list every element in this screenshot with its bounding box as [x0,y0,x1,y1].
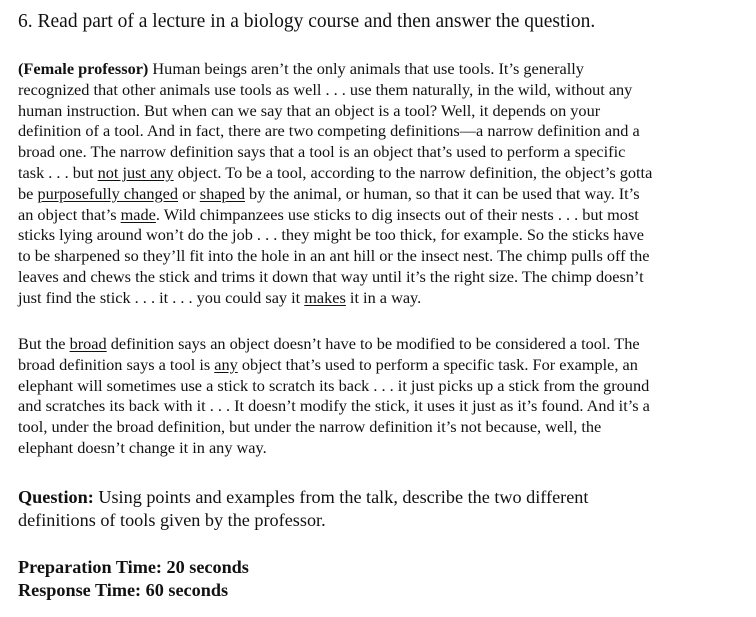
text-line [18,205,740,226]
text-span: . Wild chimpanzees use sticks to dig insects out of their nests . . . but most [155,204,639,224]
text-span: or [178,183,200,203]
text-line: definition of a tool. And in fact, there are two competing definitions—a narrow definition and a [18,121,640,141]
text-line [18,355,740,376]
text-line: broad one. The narrow definition says that a tool is an object that’s used to perform a specific [18,142,626,162]
response-time: Response Time: 60 seconds [18,580,229,600]
text-line [18,486,588,509]
text-span: definition says an object doesn’t have to be modified to be considered a tool. The [106,334,640,353]
text-line: elephant will sometimes use a stick to scratch its back . . . it just picks up a stick from the ground [18,375,650,395]
underlined-phrase: broad [69,334,107,353]
text-line: tool, under the broad definition, but under the narrow definition it’s not because, well, the [18,417,602,437]
speaker-label: (Female professor) [18,59,149,78]
text-line: to be sharpened so they’ll fit into the hole in an ant hill or the insect nest. The chimp pulls off the [18,246,650,266]
text-span: object. To be a tool, according to the narrow definition, the object’s gotta [173,162,653,182]
text-line [18,184,740,205]
text-line: sticks lying around won’t do the job . . . they might be too thick, for example. So the sticks have [18,225,644,245]
underlined-phrase: shaped [199,183,245,203]
text-line: and scratches its back with it . . . It doesn’t modify the stick, it uses it just as it’s found. And it’s a [18,396,650,416]
underlined-phrase: purposefully changed [37,183,179,203]
question-heading: 6. Read part of a lecture in a biology course and then answer the question. [18,11,596,32]
underlined-phrase: makes [304,287,346,307]
question-block [18,486,588,532]
text-span: object that’s used to perform a specific task. For example, an [237,354,638,374]
text-line: leaves and chews the stick and trims it down that way until it’s the right size. The chimp doesn’t [18,266,644,286]
text-line: definitions of tools given by the professor. [18,510,326,530]
text-line [18,334,740,355]
text-line: recognized that other animals use tools as well . . . use them naturally, in the wild, without any [18,79,633,99]
text-span: broad definition says a tool is [18,354,215,374]
text-span: task . . . but [18,162,98,182]
text-span: But the [18,334,70,353]
text-span: an object that’s [18,204,121,224]
text-span: it in a way. [345,287,422,307]
text-span: be [18,183,38,203]
preparation-time: Preparation Time: 20 seconds [18,557,249,577]
lecture-paragraph-2 [18,334,740,459]
text-span: Human beings aren’t the only animals that use tools. It’s generally [148,59,584,78]
underlined-phrase: not just any [97,162,174,182]
underlined-phrase: any [214,354,238,374]
underlined-phrase: made [120,204,156,224]
text-line [18,163,740,184]
text-span: just find the stick . . . it . . . you could say it [18,287,305,307]
text-line [18,59,740,80]
text-span: Using points and examples from the talk, describe the two different [93,487,589,507]
timing-block [18,556,249,602]
text-line: human instruction. But when can we say that an object is a tool? Well, it depends on your [18,100,601,120]
text-line [18,288,740,309]
text-line: elephant doesn’t change it in any way. [18,437,267,457]
question-label: Question: [18,487,94,507]
text-span: by the animal, or human, so that it can be used that way. It’s [244,183,640,203]
lecture-paragraph-1 [18,59,740,309]
